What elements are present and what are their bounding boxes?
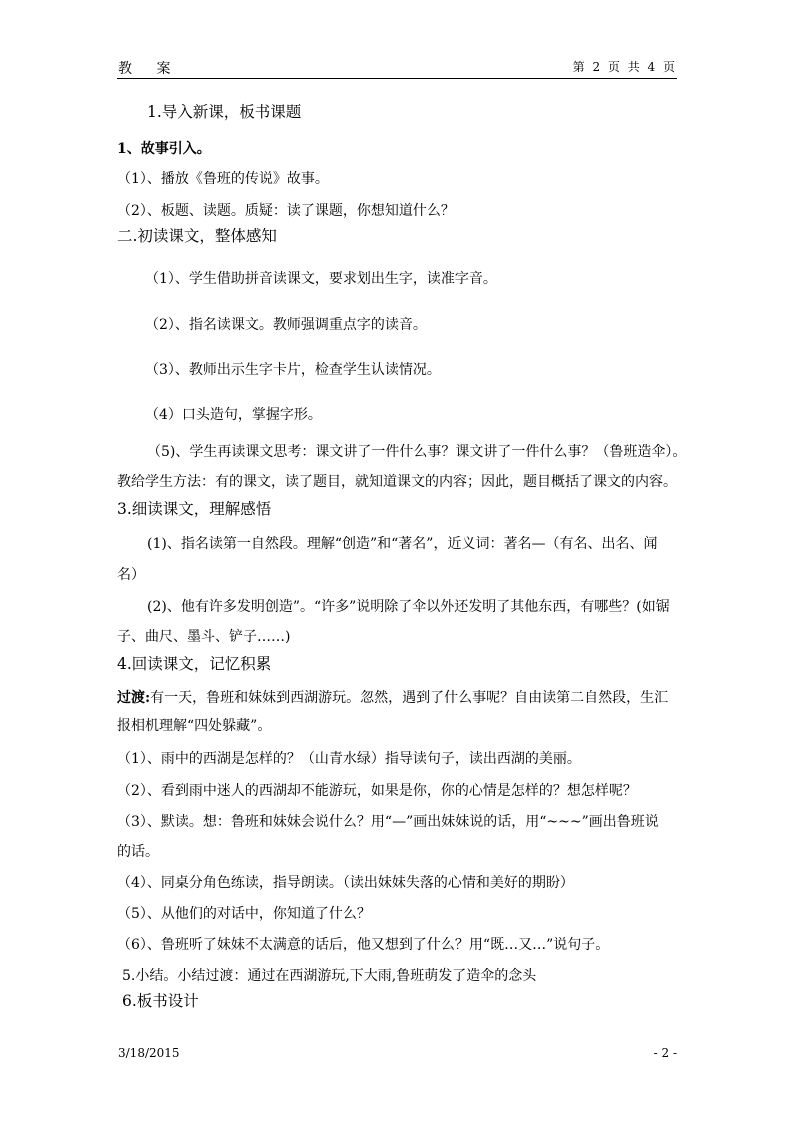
section-4-heading: 4.回读课文，记忆积累 bbox=[117, 655, 272, 673]
paragraph-line: 的话。 bbox=[117, 844, 159, 860]
paragraph-line: （4）口头造句，掌握字形。 bbox=[145, 407, 322, 423]
header-rule bbox=[117, 78, 677, 79]
paragraph-line: 教给学生方法：有的课文，读了题目，就知道课文的内容；因此，题目概括了课文的内容。 bbox=[117, 474, 677, 490]
header-title: 教 案 bbox=[118, 61, 181, 77]
paragraph-line: （5)、学生再读课文思考：课文讲了一件什么事？课文讲了一件什么事？（鲁班造伞）。 bbox=[147, 444, 687, 460]
transition-paragraph bbox=[117, 688, 684, 708]
paragraph-line: （1）、播放《鲁班的传说》故事。 bbox=[117, 171, 329, 187]
section-3-heading: 3.细读课文，理解感悟 bbox=[117, 500, 272, 518]
summary-line: 5.小结。小结过渡：通过在西湖游玩,下大雨,鲁班萌发了造伞的念头 bbox=[122, 968, 537, 984]
paragraph-line: 名） bbox=[117, 567, 145, 583]
footer-page-number: - 2 - bbox=[653, 1046, 677, 1060]
paragraph-line: （6）、鲁班听了妹妹不太满意的话后，他又想到了什么？用“既…又…”说句子。 bbox=[117, 937, 610, 953]
section-2-heading: 二.初读课文，整体感知 bbox=[117, 227, 277, 245]
paragraph-line: (1)、指名读第一自然段。理解“创造”和“著名”，近义词：著名—（有名、出名、闻 bbox=[147, 536, 658, 552]
paragraph-line: 子、曲尺、墨斗、铲子……) bbox=[117, 629, 291, 645]
story-intro-heading: 1、故事引入。 bbox=[117, 141, 211, 157]
paragraph-line: （2）、指名读课文。教师强调重点字的读音。 bbox=[145, 317, 427, 333]
paragraph-line: （2）、板题、读题。质疑：读了课题，你想知道什么？ bbox=[117, 203, 455, 219]
paragraph-line: （3）、教师出示生字卡片，检查学生认读情况。 bbox=[145, 362, 441, 378]
footer-date: 3/18/2015 bbox=[118, 1046, 180, 1060]
paragraph-line: （1）、雨中的西湖是怎样的？（山青水绿）指导读句子，读出西湖的美丽。 bbox=[117, 751, 581, 767]
paragraph-line: （2）、看到雨中迷人的西湖却不能游玩，如果是你，你的心情是怎样的？想怎样呢？ bbox=[117, 783, 637, 799]
section-1-heading: 1.导入新课，板书课题 bbox=[147, 103, 302, 121]
paragraph-line: 报相机理解“四处躲藏”。 bbox=[117, 718, 272, 734]
transition-label: 过渡: bbox=[117, 690, 151, 706]
paragraph-line: (2)、他有许多发明创造”。“许多”说明除了伞以外还发明了其他东西，有哪些？(如锯 bbox=[147, 599, 670, 615]
transition-text: 有一天，鲁班和妹妹到西湖游玩。忽然，遇到了什么事呢？自由读第二自然段，生汇 bbox=[150, 690, 669, 706]
paragraph-line: （4）、同桌分角色练读，指导朗读。（读出妹妹失落的心情和美好的期盼） bbox=[117, 875, 574, 891]
paragraph-line: （5）、从他们的对话中，你知道了什么？ bbox=[117, 906, 371, 922]
section-6-heading: 6.板书设计 bbox=[122, 992, 199, 1010]
paragraph-line: （3）、默读。想：鲁班和妹妹会说什么？用“—”画出妹妹说的话，用“~~~”画出鲁班说 bbox=[117, 814, 659, 830]
header-page-count: 第 2 页 共 4 页 bbox=[572, 60, 677, 74]
paragraph-line: （1）、学生借助拼音读课文，要求划出生字，读准字音。 bbox=[145, 271, 497, 287]
